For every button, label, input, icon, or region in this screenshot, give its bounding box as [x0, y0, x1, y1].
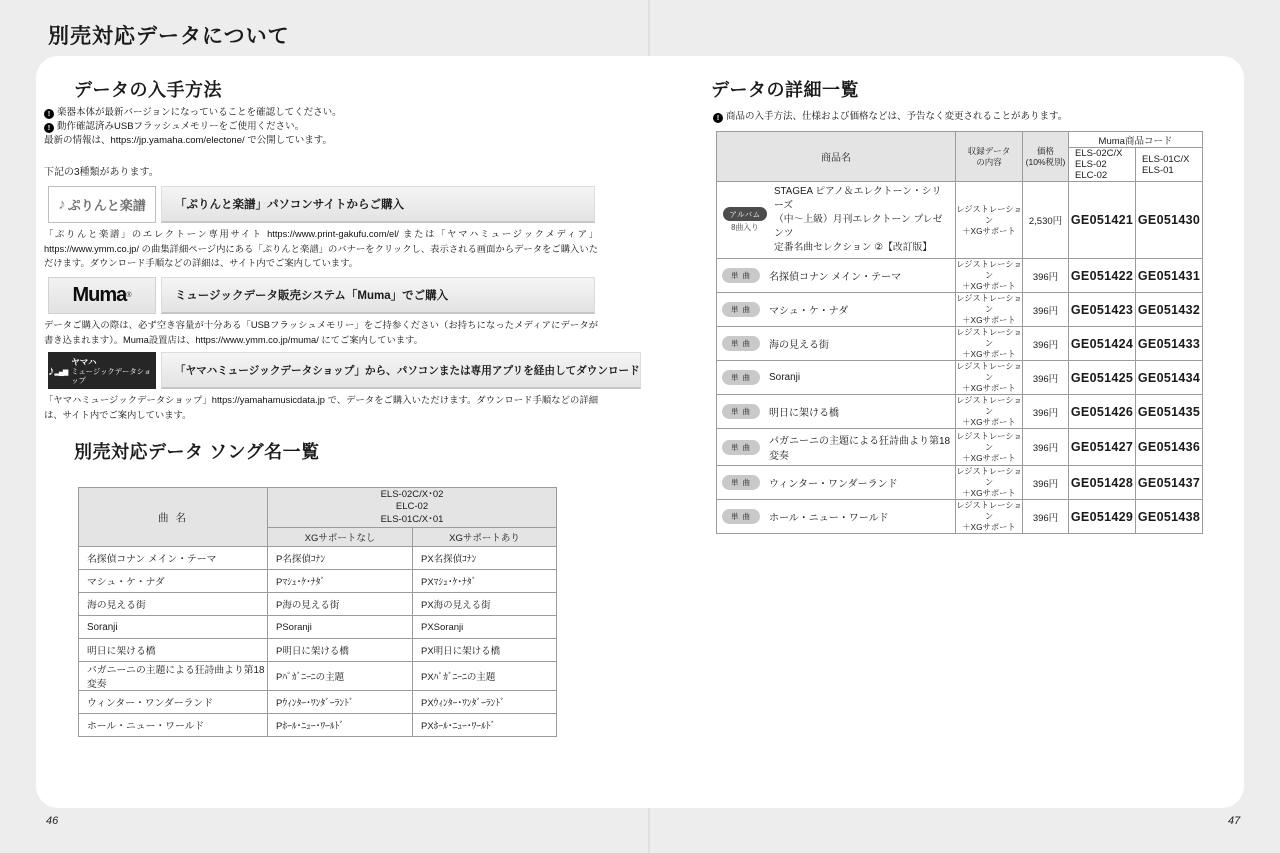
- table-row: 単曲 海の見える街 レジストレーション ＋XGサポート 396円 GE051424 GE051433: [717, 327, 1203, 361]
- single-badge: 単曲: [722, 440, 760, 455]
- page-number-right: 47: [1228, 815, 1241, 827]
- product-name: パガニーニの主題による狂詩曲より第18変奏: [769, 436, 951, 462]
- method-bar-label: 「ぷりんと楽譜」パソコンサイトからご購入: [161, 186, 595, 223]
- column-header-models-els01: ELS-01C/X ELS-01: [1136, 148, 1203, 182]
- table-row: 海の見える街 P海の見える街 PX海の見える街: [79, 593, 557, 616]
- single-badge: 単曲: [722, 475, 760, 490]
- single-badge: 単曲: [722, 336, 760, 351]
- note-icon: !: [44, 109, 54, 119]
- product-name: マシュ・ケ・ナダ: [769, 306, 849, 317]
- song-list-table: [78, 487, 557, 737]
- page-title: 別売対応データについて: [48, 25, 290, 48]
- table-row: Soranji PSoranji PXSoranji: [79, 616, 557, 639]
- method-print-gakufu: [48, 186, 595, 223]
- single-badge: 単曲: [722, 404, 760, 419]
- registered-mark-icon: ®: [126, 292, 132, 299]
- note-line: ! 楽器本体が最新バージョンになっていることを確認してください。: [44, 106, 342, 120]
- muma-logo: Muma ®: [48, 277, 156, 314]
- product-name: Soranji: [769, 372, 801, 383]
- product-details-table: [716, 131, 1203, 534]
- single-badge: 単曲: [722, 302, 760, 317]
- table-row: 単曲 名探偵コナン メイン・テーマ レジストレーション ＋XGサポート 396円 GE051422 GE051431: [717, 259, 1203, 293]
- column-header-song-name: 曲 名: [79, 488, 268, 547]
- note-icon: !: [44, 123, 54, 133]
- table-row: 単曲 ウィンター・ワンダーランド レジストレーション ＋XGサポート 396円 GE051428 GE051437: [717, 466, 1203, 500]
- treble-clef-icon: ♪: [58, 196, 66, 213]
- column-header-product: 商品名: [717, 132, 956, 182]
- table-row: ホール・ニュー・ワールド Pﾎｰﾙ･ﾆｭｰ･ﾜｰﾙﾄﾞ PXﾎｰﾙ･ﾆｭｰ･ﾜｰﾙﾄﾞ: [79, 714, 557, 737]
- product-name: ホール・ニュー・ワールド: [769, 513, 889, 524]
- table-row: 単曲 明日に架ける橋 レジストレーション ＋XGサポート 396円 GE051426 GE051435: [717, 395, 1203, 429]
- obtain-notes: [44, 106, 342, 148]
- product-name: STAGEA ピアノ＆エレクトーン・シリーズ （中～上級）月刊エレクトーン プレゼンツ 定番名曲セレクション ②【改訂版】: [774, 186, 943, 253]
- table-row: 名探偵コナン メイン・テーマ P名探偵ｺﾅﾝ PX名探偵ｺﾅﾝ: [79, 547, 557, 570]
- column-header-xg-supported: XGサポートあり: [413, 528, 557, 547]
- column-header-models-els02: ELS-02C/X ELS-02 ELC-02: [1069, 148, 1136, 182]
- section-title-details: データの詳細一覧: [711, 80, 859, 100]
- method-bar-label: ミュージックデータ販売システム「Muma」でご購入: [161, 277, 595, 314]
- product-name: 名探偵コナン メイン・テーマ: [769, 272, 902, 283]
- table-row: 明日に架ける橋 P明日に架ける橋 PX明日に架ける橋: [79, 639, 557, 662]
- method-bar-label: 「ヤマハミュージックデータショップ」から、パソコンまたは専用アプリを経由してダウンロード: [161, 352, 641, 389]
- page-number-left: 46: [46, 815, 59, 827]
- product-name: ウィンター・ワンダーランド: [769, 479, 898, 490]
- table-row: 単曲 Soranji レジストレーション ＋XGサポート 396円 GE051425 GE051434: [717, 361, 1203, 395]
- method-description: 「ヤマハミュージックデータショップ」https://yamahamusicdata.jp で、データをご購入いただけます。ダウンロード手順などの詳細は、サイト内でご案内しています。: [44, 395, 598, 420]
- column-header-xg-unsupported: XGサポートなし: [268, 528, 413, 547]
- table-row: 単曲 ホール・ニュー・ワールド レジストレーション ＋XGサポート 396円 GE051429 GE051438: [717, 500, 1203, 534]
- method-muma: [48, 277, 595, 314]
- single-badge: 単曲: [722, 268, 760, 283]
- note-icon: !: [713, 113, 723, 123]
- music-note-icon: ♪ ▂▄▆: [48, 363, 68, 378]
- single-badge: 単曲: [722, 509, 760, 524]
- yamaha-music-data-shop-logo: ♪ ▂▄▆ ヤマハ ミュージックデータショップ: [48, 352, 156, 389]
- column-header-muma-code: Muma商品コード: [1069, 132, 1203, 148]
- column-header-price: 価格 (10%税別): [1023, 132, 1069, 182]
- method-description: 「ぷりんと楽譜」のエレクトーン専用サイト https://www.print-gakufu.com/el/ または「ヤマハミュージックメディア」https://www.ymm.co.jp/ の曲集詳細ページ内にある「ぷりんと楽譜」のバナーをクリックし、表示される画面からデータをご購入いただけます。ダウンロード手順などの詳細は、サイト内でご案内しています。: [44, 229, 598, 268]
- table-row: 単曲 パガニーニの主題による狂詩曲より第18変奏 レジストレーション ＋XGサポート 396円 GE051427 GE051436: [717, 429, 1203, 466]
- section-title-obtain: データの入手方法: [74, 80, 222, 100]
- single-badge: 単曲: [722, 370, 760, 385]
- method-description: データご購入の際は、必ず空き容量が十分ある「USBフラッシュメモリー」をご持参ください（お持ちになったメディアにデータが書き込まれます）。Muma設置店は、https://www.ymm.co.jp/muma/ にてご案内しています。: [44, 320, 598, 345]
- product-name: 海の見える街: [769, 340, 829, 351]
- table-row: マシュ・ケ・ナダ Pﾏｼｭ･ｹ･ﾅﾀﾞ PXﾏｼｭ･ｹ･ﾅﾀﾞ: [79, 570, 557, 593]
- method-yamaha-music-data-shop: [48, 352, 640, 389]
- album-badge: アルバム 8曲入り: [722, 207, 768, 233]
- table-row: ウィンター・ワンダーランド Pｳｨﾝﾀｰ･ﾜﾝﾀﾞｰﾗﾝﾄﾞ PXｳｨﾝﾀｰ･ﾜﾝﾀﾞｰﾗﾝﾄﾞ: [79, 691, 557, 714]
- methods-intro: 下記の3種類があります。: [44, 167, 159, 178]
- table-row: 単曲 マシュ・ケ・ナダ レジストレーション ＋XGサポート 396円 GE051423 GE051432: [717, 293, 1203, 327]
- table-row-album: アルバム 8曲入り STAGEA ピアノ＆エレクトーン・シリーズ （中～上級）月刊エレクトーン プレゼンツ 定番名曲セレクション ②【改訂版】 レジストレーション ＋XGサポート 2,530円 GE051421 GE051430: [717, 182, 1203, 259]
- note-line: 最新の情報は、https://jp.yamaha.com/electone/ で公開しています。: [44, 135, 333, 146]
- details-note: ! 商品の入手方法、仕様および価格などは、予告なく変更されることがあります。: [713, 110, 1067, 124]
- section-title-song-list: 別売対応データ ソング名一覧: [74, 442, 320, 462]
- note-line: ! 動作確認済みUSBフラッシュメモリーをご使用ください。: [44, 120, 342, 134]
- column-header-models: ELS-02C/X･02 ELC-02 ELS-01C/X･01: [268, 488, 557, 528]
- column-header-content: 収録データ の内容: [956, 132, 1023, 182]
- table-row: パガニーニの主題による狂詩曲より第18変奏 Pﾊﾟｶﾞﾆｰﾆの主題 PXﾊﾟｶﾞﾆｰﾆの主題: [79, 662, 557, 691]
- product-name: 明日に架ける橋: [769, 408, 839, 419]
- print-gakufu-logo: ♪ ぷりんと楽譜: [48, 186, 156, 223]
